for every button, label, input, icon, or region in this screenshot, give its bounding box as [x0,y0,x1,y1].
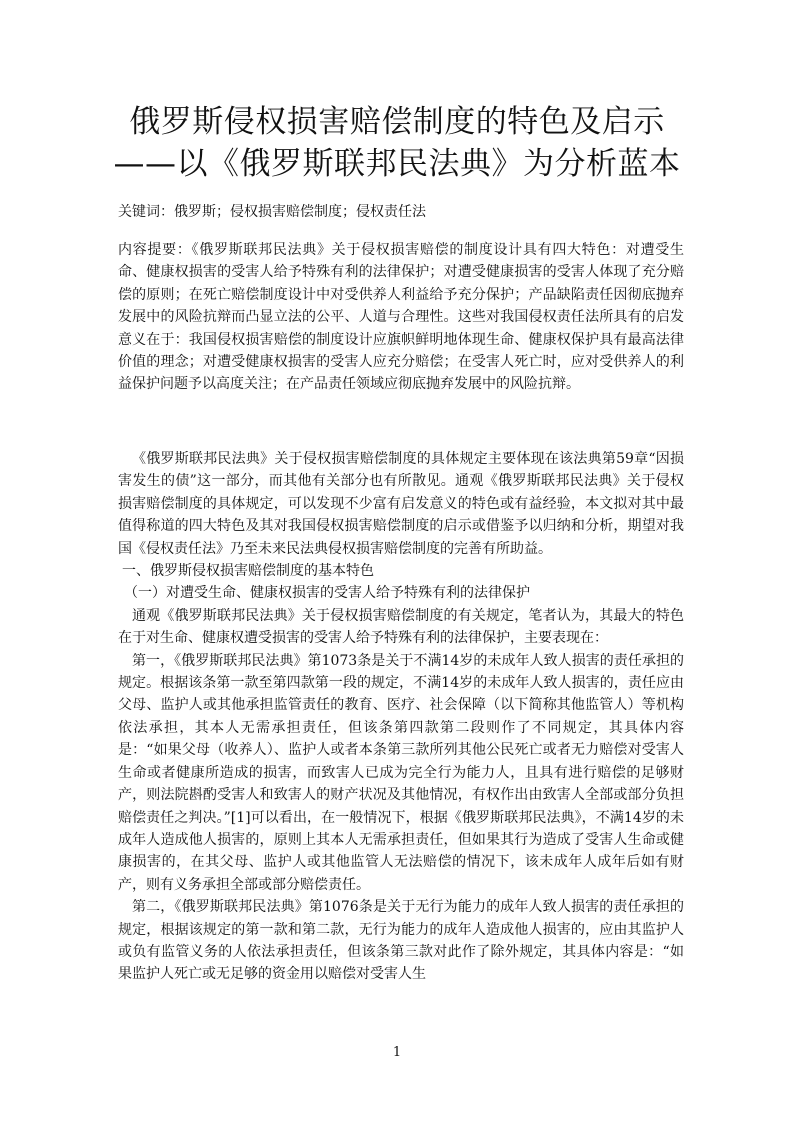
body-paragraph: 通观《俄罗斯联邦民法典》关于侵权损害赔偿制度的有关规定，笔者认为，其最大的特色在于对生命、健康权遭受损害的受害人给予特殊有利的法律保护，主要表现在： [118,607,684,647]
body-paragraph: 第一，《俄罗斯联邦民法典》第1073条是关于不满14岁的未成年人致人损害的责任承担的规定。根据该条第一款至第四款第一段的规定，不满14岁的未成年人致人损害的，责任应由父母、监护人或其他承担监管责任的教育、医疗、社会保障（以下简称其他监管人）等机构依法承担，其本人无需承担责任，但该条第四款第二段则作了不同规定，其具体内容是：“如果父母（收养人）、监护人或者本条第三款所列其他公民死亡或者无力赔偿对受害人生命或者健康所造成的损害，而致害人已成为完全行为能力人，且具有进行赔偿的足够财产，则法院斟酌受害人和致害人的财产状况及其他情况，有权作出由致害人全部或部分负担赔偿责任之判决。”[1]可以看出，在一般情况下，根据《俄罗斯联邦民法典》，不满14岁的未成年人造成他人损害的，原则上其本人无需承担责任，但如果其行为造成了受害人生命或健康损害的，在其父母、监护人或其他监管人无法赔偿的情况下，该未成年人成年后如有财产，则有义务承担全部或部分赔偿责任。 [118,652,684,893]
body-text [118,448,684,986]
abstract-paragraph: 内容提要：《俄罗斯联邦民法典》关于侵权损害赔偿的制度设计具有四大特色：对遭受生命、健康权损害的受害人给予特殊有利的法律保护；对遭受健康损害的受害人体现了充分赔偿的原则；在死亡赔偿制度设计中对受供养人利益给予充分保护；产品缺陷责任因彻底抛弃发展中的风险抗辩而凸显立法的公平、人道与合理性。这些对我国侵权责任法所具有的启发意义在于：我国侵权损害赔偿的制度设计应旗帜鲜明地体现生命、健康权保护具有最高法律价值的理念；对遭受健康权损害的受害人应充分赔偿；在受害人死亡时，应对受供养人的利益保护问题予以高度关注；在产品责任领域应彻底抛弃发展中的风险抗辩。 [118,242,684,393]
subsection-heading: （一）对遭受生命、健康权损害的受害人给予特殊有利的法律保护 [124,585,530,602]
document-subtitle: ——以《俄罗斯联邦民法典》为分析蓝本 [113,146,681,182]
section-heading: 一、俄罗斯侵权损害赔偿制度的基本特色 [122,563,374,580]
document-title: 俄罗斯侵权损害赔偿制度的特色及启示 [129,104,665,140]
keywords-line: 关键词：俄罗斯；侵权损害赔偿制度；侵权责任法 [118,204,426,220]
body-paragraph: 第二，《俄罗斯联邦民法典》第1076条是关于无行为能力的成年人致人损害的责任承担的规定，根据该规定的第一款和第二款，无行为能力的成年人造成他人损害的，应由其监护人或负有监管义务的人依法承担责任，但该条第三款对此作了除外规定，其具体内容是：“如果监护人死亡或无足够的资金用以赔偿对受害人生 [118,899,684,983]
body-paragraph: 《俄罗斯联邦民法典》关于侵权损害赔偿制度的具体规定主要体现在该法典第59章“因损害发生的债”这一部分，而其他有关部分也有所散见。通观《俄罗斯联邦民法典》关于侵权损害赔偿制度的具体规定，可以发现不少富有启发意义的特色或有益经验，本文拟对其中最值得称道的四大特色及其对我国侵权损害赔偿制度的启示或借鉴予以归纳和分析，期望对我国《侵权责任法》乃至未来民法典侵权损害赔偿制度的完善有所助益。 [118,451,684,557]
page-number: 1 [392,1045,402,1060]
